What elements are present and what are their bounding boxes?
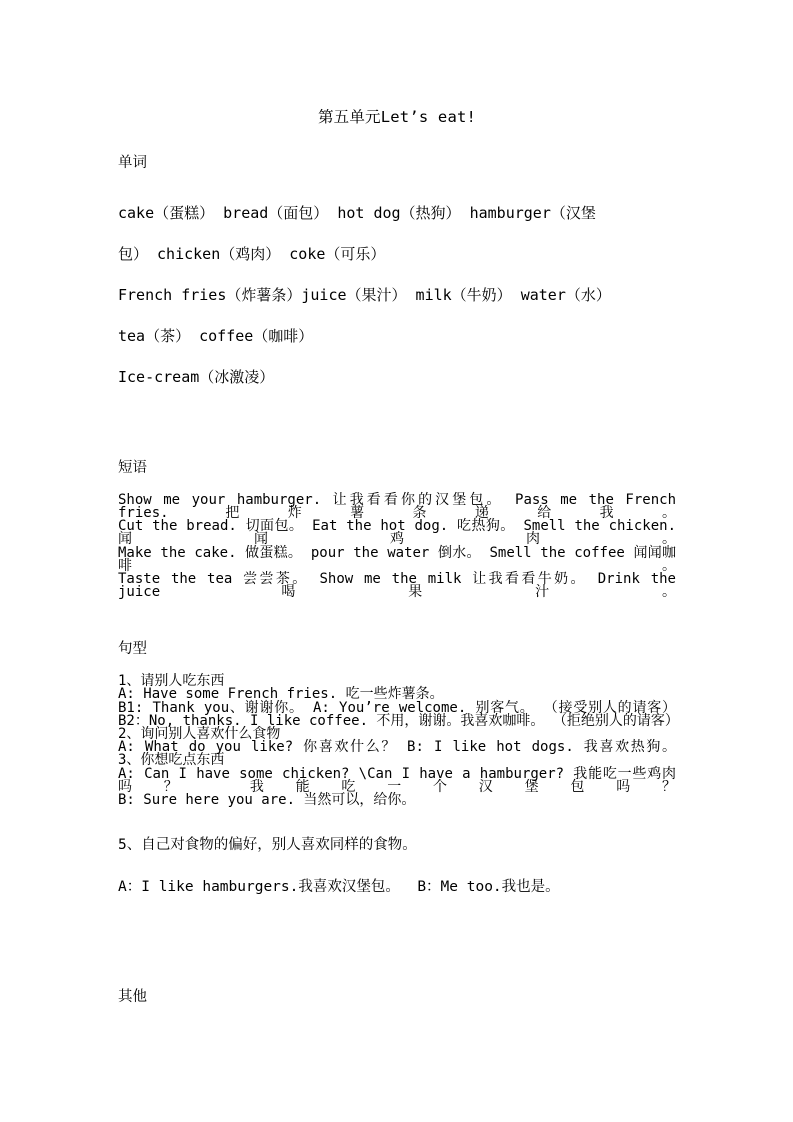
pattern-line: A：I like hamburgers.我喜欢汉堡包。 B：Me too.我也是。 xyxy=(118,878,560,895)
section-heading-other: 其他 xyxy=(118,988,147,1005)
spacer xyxy=(118,398,676,458)
pattern-line: B1: Thank you、谢谢你。 A: You’re welcome. 别客气。 （接受别人的请客） xyxy=(118,699,676,716)
pattern-line: B2：No, thanks. I like coffee. 不用，谢谢。我喜欢咖啡。 （拒绝别人的请客） xyxy=(118,712,679,729)
spacer xyxy=(118,953,676,987)
document-content xyxy=(118,0,679,1008)
vocabulary-line: tea（茶） coffee（咖啡） xyxy=(118,327,314,345)
vocabulary-line: 包） chicken（鸡肉） coke（可乐） xyxy=(118,245,386,263)
pattern-item-number: 5、自己对食物的偏好，别人喜欢同样的食物。 xyxy=(118,837,417,854)
phrase-line: Cut the bread. 切面包。 Eat the hot dog. 吃热狗。 Smell the chicken. 闻闻鸡肉。 xyxy=(118,518,676,548)
vocabulary-list xyxy=(118,193,676,398)
vocabulary-line: Ice-cream（冰激凌） xyxy=(118,368,275,386)
section-heading-vocabulary: 单词 xyxy=(118,155,147,172)
section-heading-phrases: 短语 xyxy=(118,460,147,476)
spacer xyxy=(118,129,676,153)
vocabulary-line: French fries（炸薯条）juice（果汁） milk（牛奶） water（水） xyxy=(118,286,611,304)
spacer xyxy=(118,175,676,193)
phrase-line: Taste the tea 尝尝茶。 Show me the milk 让我看看牛奶。 Drink the juice 喝果汁。 xyxy=(118,570,676,601)
phrases-list xyxy=(118,491,676,601)
spacer xyxy=(118,899,676,953)
pattern-line: A: What do you like? 你喜欢什么？ B: I like hot dogs. 我喜欢热狗。 xyxy=(118,739,676,756)
pattern-item-number: 2、询问别人喜欢什么食物 xyxy=(118,725,281,742)
spacer xyxy=(118,807,676,835)
phrase-line: Show me your hamburger. 让我看看你的汉堡包。 Pass me the French fries. 把炸薯条递给我。 xyxy=(118,491,676,521)
section-heading-patterns: 句型 xyxy=(118,641,147,658)
pattern-line: A: Have some French fries. 吃一些炸薯条。 xyxy=(118,686,444,703)
pattern-line: B: Sure here you are. 当然可以，给你。 xyxy=(118,791,416,808)
pattern-line: A: Can I have some chicken? \Can I have a hamburger? 我能吃一些鸡肉吗？ 我能吃一个汉堡包吗？ xyxy=(118,765,676,795)
phrase-line: Make the cake. 做蛋糕。 pour the water 倒水。 Smell the coffee 闻闻咖啡。 xyxy=(118,544,676,574)
vocabulary-line: cake（蛋糕） bread（面包） hot dog（热狗） hamburger（汉堡 xyxy=(118,204,596,222)
pattern-item-number: 3、你想吃点东西 xyxy=(118,752,225,769)
pattern-item-number: 1、请别人吃东西 xyxy=(118,673,225,690)
page-title: 第五单元Let’s eat! xyxy=(317,108,477,126)
patterns-list xyxy=(118,673,679,808)
spacer xyxy=(118,857,676,877)
spacer xyxy=(118,599,676,639)
